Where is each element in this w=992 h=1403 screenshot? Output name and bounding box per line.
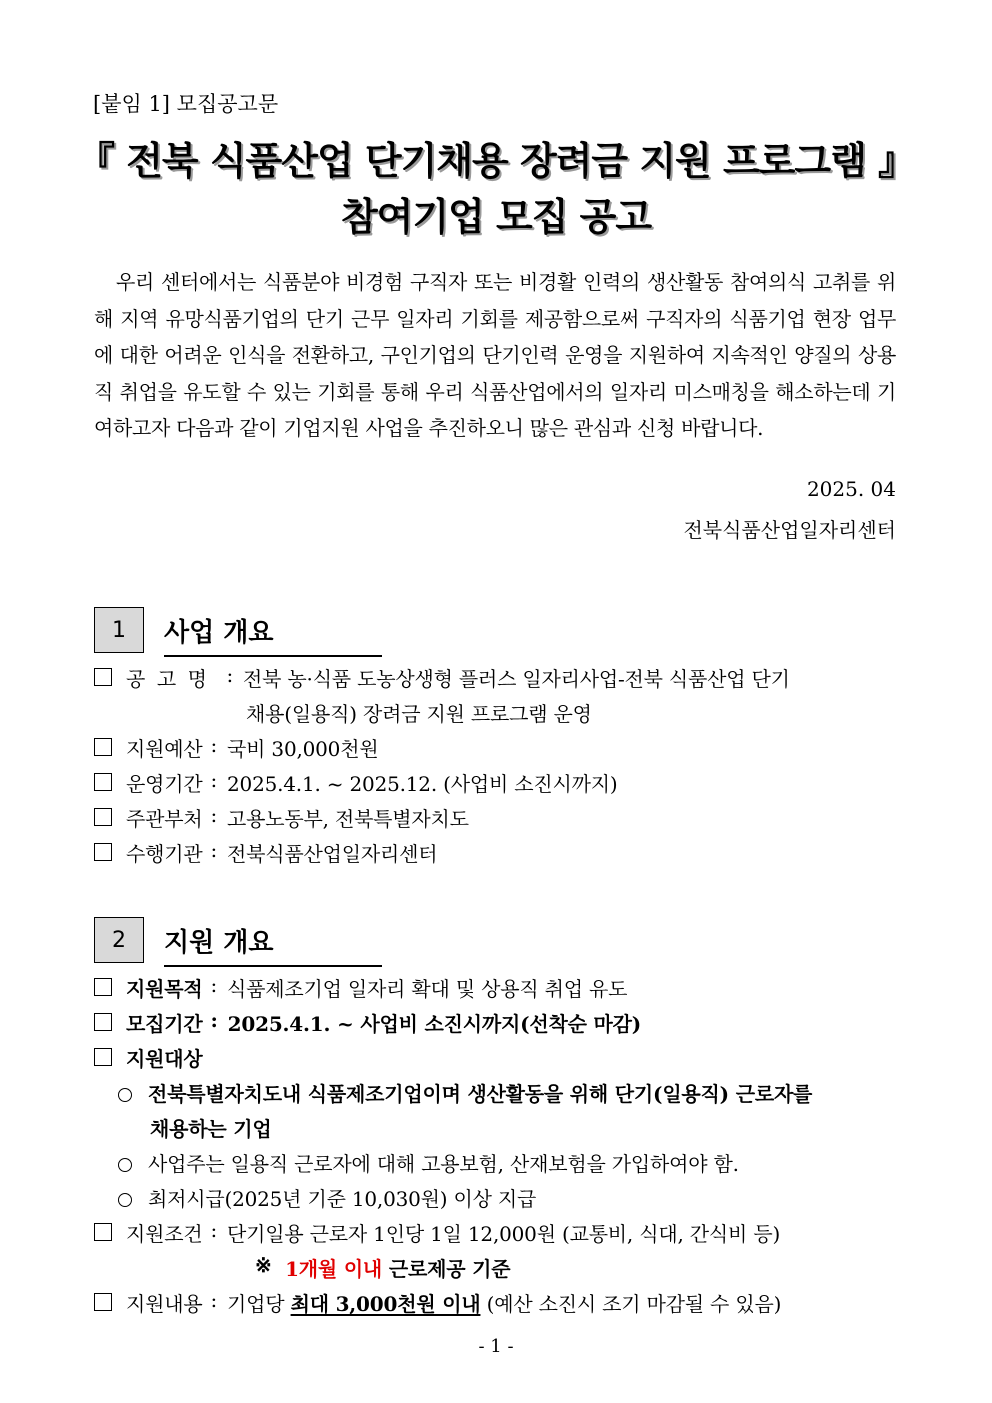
item-recruit-period: 모집기간 : 2025.4.1. ~ 사업비 소진시까지(선착순 마감) — [94, 1008, 641, 1037]
checkbox-icon — [94, 773, 112, 791]
condition-note: ※ 1개월 이내 근로제공 기준 — [255, 1253, 511, 1281]
section-2-number: 2 — [94, 917, 144, 963]
announcement-date: 2025. 04 — [806, 477, 896, 501]
item-agency: 수행기관 : 전북식품산업일자리센터 — [94, 838, 437, 867]
item-target: 지원대상 — [94, 1043, 202, 1072]
content-amount: 최대 3,000천원 이내 — [290, 1292, 481, 1316]
checkbox-icon — [94, 843, 112, 861]
circle-bullet-icon — [118, 1193, 132, 1207]
item-announcement-name: 공고명 : 전북 농·식품 도농상생형 플러스 일자리사업-전북 식품산업 단기 — [94, 663, 790, 692]
target-item-1-continued: 채용하는 기업 — [150, 1117, 272, 1141]
note-highlight: 1개월 이내 — [285, 1257, 383, 1281]
checkbox-icon — [94, 1013, 112, 1031]
item-label: 공고명 — [126, 667, 219, 691]
item-content: 지원내용 : 기업당 최대 3,000천원 이내 (예산 소진시 조기 마감될 수 있음) — [94, 1288, 781, 1317]
item-purpose: 지원목적 : 식품제조기업 일자리 확대 및 상용직 취업 유도 — [94, 973, 627, 1002]
item-value: 전북 농·식품 도농상생형 플러스 일자리사업-전북 식품산업 단기 — [243, 667, 790, 691]
page-number: - 1 - — [478, 1336, 514, 1357]
circle-bullet-icon — [118, 1088, 132, 1102]
checkbox-icon — [94, 808, 112, 826]
item-ministry: 주관부처 : 고용노동부, 전북특별자치도 — [94, 803, 469, 832]
checkbox-icon — [94, 1223, 112, 1241]
page-title: 『 전북 식품산업 단기채용 장려금 지원 프로그램 』 — [76, 139, 916, 183]
item-budget: 지원예산 : 국비 30,000천원 — [94, 733, 378, 762]
page-subtitle: 참여기업 모집 공고 — [340, 195, 652, 239]
target-item-3: 최저시급(2025년 기준 10,030원) 이상 지급 — [118, 1183, 536, 1212]
target-item-2: 사업주는 일용직 근로자에 대해 고용보험, 산재보험을 가입하여야 함. — [118, 1148, 739, 1177]
item-period: 운영기간 : 2025.4.1. ~ 2025.12. (사업비 소진시까지) — [94, 768, 617, 797]
organization-name: 전북식품산업일자리센터 — [683, 518, 896, 542]
circle-bullet-icon — [118, 1158, 132, 1172]
section-2-title: 지원 개요 — [164, 922, 382, 967]
section-1-number: 1 — [94, 607, 144, 653]
item-value-continued: 채용(일용직) 장려금 지원 프로그램 운영 — [246, 702, 592, 726]
intro-paragraph: 우리 센터에서는 식품분야 비경험 구직자 또는 비경활 인력의 생산활동 참여의식 고취를 위해 지역 유망식품기업의 단기 근무 일자리 기회를 제공함으로써 구직자의 식품기업 현장 업무에 대한 어려운 인식을 전환하고, 구인기업의 단기인력 운영을 지원하여 지속적인 양질의 상용직 취업을 유도할 수 있는 기회를 통해 우리 식품산업에서의 일자리 미스매칭을 해소하는데 기여하고자 다음과 같이 기업지원 사업을 추진하오니 많은 관심과 신청 바랍니다. — [94, 270, 896, 440]
checkbox-icon — [94, 1293, 112, 1311]
section-1-title: 사업 개요 — [164, 612, 382, 657]
item-condition: 지원조건 : 단기일용 근로자 1인당 1일 12,000원 (교통비, 식대, 간식비 등) — [94, 1218, 780, 1247]
target-item-1: 전북특별자치도내 식품제조기업이며 생산활동을 위해 단기(일용직) 근로자를 — [118, 1078, 812, 1107]
checkbox-icon — [94, 1048, 112, 1066]
checkbox-icon — [94, 738, 112, 756]
checkbox-icon — [94, 668, 112, 686]
checkbox-icon — [94, 978, 112, 996]
attachment-label: [붙임 1] 모집공고문 — [93, 92, 279, 116]
